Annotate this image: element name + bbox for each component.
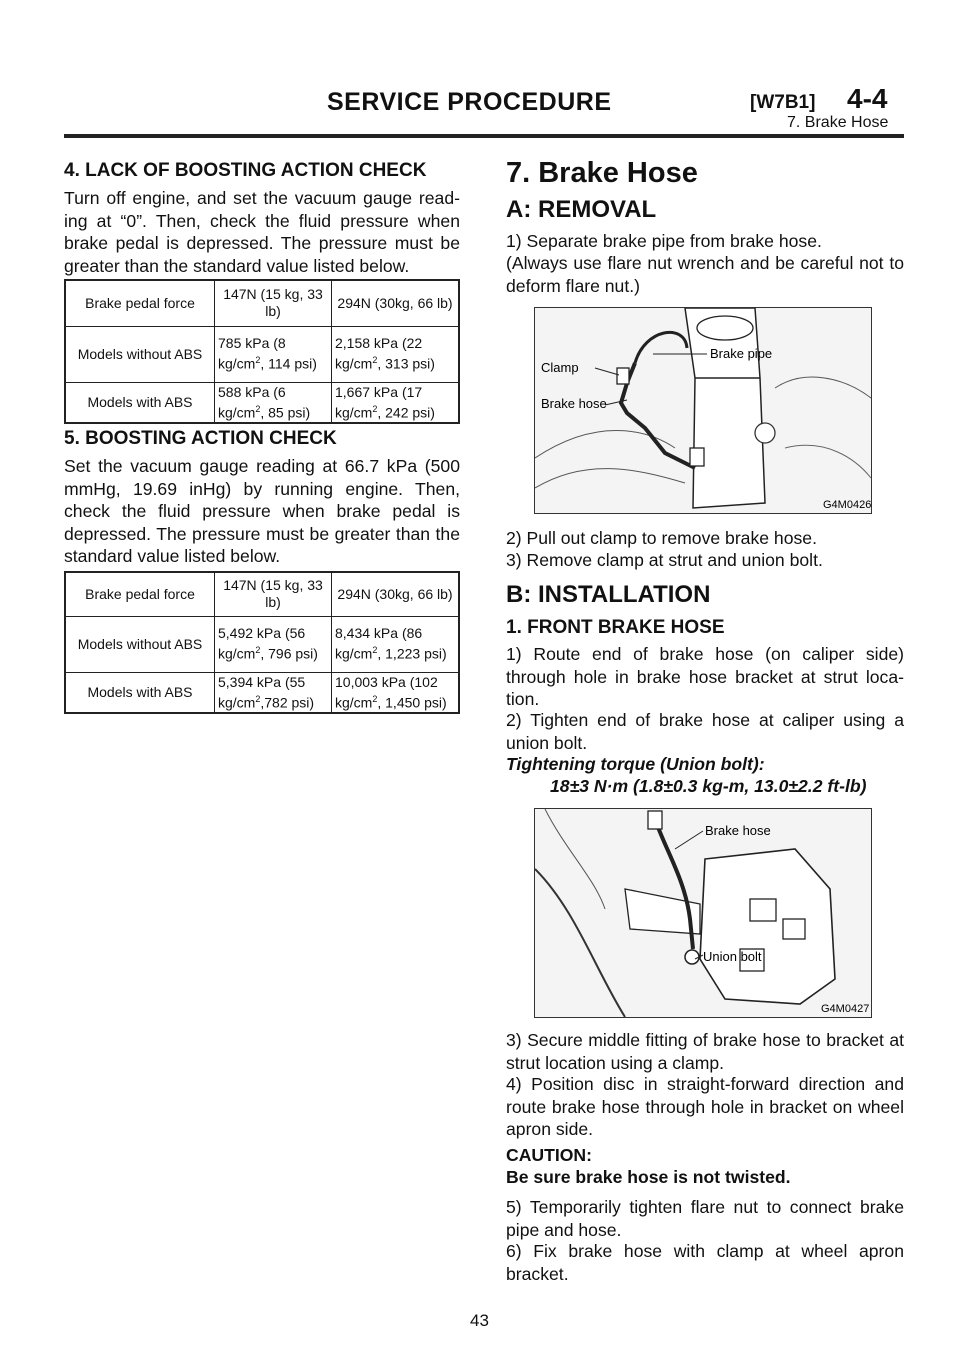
torque-label: Tightening torque (Union bolt): bbox=[506, 754, 765, 774]
table1-row2-col1: 588 kPa (6 $kg/cm^2$, 85 psi) bbox=[215, 382, 332, 423]
removal-step-3: 3) Remove clamp at strut and union bolt. bbox=[506, 550, 823, 570]
fig1-label-brake-hose: Brake hose bbox=[541, 396, 607, 411]
fig2-label-brake-hose: Brake hose bbox=[705, 823, 771, 838]
fig2-label-union-bolt: Union bolt bbox=[703, 949, 762, 964]
section-5-heading: 5. BOOSTING ACTION CHECK bbox=[64, 428, 337, 449]
fig1-label-brake-pipe: Brake pipe bbox=[710, 346, 773, 361]
header-subtitle: 7. Brake Hose bbox=[787, 114, 889, 131]
table2-header-147n: 147N (15 kg, 33 lb) bbox=[215, 572, 332, 616]
install-step-6: 6) Fix brake hose with clamp at wheel apron bracket. bbox=[506, 1241, 904, 1284]
torque-value: 18±3 N·m (1.8±0.3 kg-m, 13.0±2.2 ft-lb) bbox=[550, 776, 867, 796]
table2-row1-col2: 8,434 kPa (86 $kg/cm^2$, 1,223 psi) bbox=[332, 616, 460, 672]
table1-header-147n: 147N (15 kg, 33 lb) bbox=[215, 280, 332, 326]
figure-brake-hose-removal bbox=[534, 307, 872, 514]
caution-text: Be sure brake hose is not twisted. bbox=[506, 1167, 791, 1187]
section-4-heading: 4. LACK OF BOOSTING ACTION CHECK bbox=[64, 160, 427, 181]
fig1-label-clamp: Clamp bbox=[541, 360, 579, 375]
removal-heading: A: REMOVAL bbox=[506, 196, 657, 223]
table2-header-294n: 294N (30kg, 66 lb) bbox=[332, 572, 460, 616]
install-step-4: 4) Position disc in straight-forward direction and route brake hose through hole in bracket on wheel apron side. bbox=[506, 1074, 904, 1139]
figure-union-bolt bbox=[534, 808, 872, 1018]
removal-step-1: 1) Separate brake pipe from brake hose. bbox=[506, 231, 822, 251]
table1-row2-label: Models with ABS bbox=[65, 382, 215, 423]
table2-row2-col2: 10,003 kPa (102 $kg/cm^2$, 1,450 psi) bbox=[332, 672, 460, 713]
table2-header-label: Brake pedal force bbox=[65, 572, 215, 616]
section-4-paragraph: Turn off engine, and set the vacuum gauge read- ing at “0”. Then, check the fluid pressure when brake pedal is depressed. The pressure must be greater than the standard value listed below. bbox=[64, 188, 460, 276]
spec-table-2 bbox=[64, 571, 460, 714]
page-number: 43 bbox=[470, 1311, 489, 1330]
page-header-title: SERVICE PROCEDURE bbox=[327, 88, 612, 116]
caution-label: CAUTION: bbox=[506, 1145, 593, 1165]
fig2-id: G4M0427 bbox=[821, 1003, 870, 1015]
install-step-3: 3) Secure middle fitting of brake hose to bracket at strut location using a clamp. bbox=[506, 1030, 904, 1073]
section-5-paragraph: Set the vacuum gauge reading at 66.7 kPa (500 mmHg, 19.69 inHg) by running engine. Then, check the fluid pressure when brake pedal is depressed. The pressure must be greater than the standard value listed below. bbox=[64, 456, 460, 566]
section-number: 4-4 bbox=[847, 83, 888, 114]
main-heading: 7. Brake Hose bbox=[506, 157, 698, 189]
front-brake-hose-heading: 1. FRONT BRAKE HOSE bbox=[506, 617, 725, 638]
table1-row1-label: Models without ABS bbox=[65, 326, 215, 382]
table2-row2-col1: 5,394 kPa (55 $kg/cm^2,782$ psi) bbox=[215, 672, 332, 713]
removal-step-2: 2) Pull out clamp to remove brake hose. bbox=[506, 528, 817, 548]
table2-row1-col1: 5,492 kPa (56 $kg/cm^2$, 796 psi) bbox=[215, 616, 332, 672]
header-rule bbox=[64, 134, 904, 138]
install-step-1: 1) Route end of brake hose (on caliper side) through hole in brake hose bracket at strut loca- tion. bbox=[506, 644, 904, 709]
install-step-5: 5) Temporarily tighten flare nut to connect brake pipe and hose. bbox=[506, 1197, 904, 1240]
table2-row2-label: Models with ABS bbox=[65, 672, 215, 713]
brake-hose-removal-illustration bbox=[535, 308, 871, 513]
installation-heading: B: INSTALLATION bbox=[506, 581, 711, 608]
spec-table-1 bbox=[64, 279, 460, 424]
table2-row1-label: Models without ABS bbox=[65, 616, 215, 672]
section-code: [W7B1] bbox=[750, 92, 816, 113]
table1-row2-col2: 1,667 kPa (17 $kg/cm^2$, 242 psi) bbox=[332, 382, 460, 423]
table1-row1-col1: 785 kPa (8 $kg/cm^2$, 114 psi) bbox=[215, 326, 332, 382]
table1-header-label: Brake pedal force bbox=[65, 280, 215, 326]
removal-step-1-note: (Always use flare nut wrench and be careful not to deform flare nut.) bbox=[506, 253, 904, 296]
fig1-id: G4M0426 bbox=[823, 499, 871, 511]
union-bolt-illustration bbox=[535, 809, 871, 1017]
table1-row1-col2: 2,158 kPa (22 $kg/cm^2$, 313 psi) bbox=[332, 326, 460, 382]
install-step-2: 2) Tighten end of brake hose at caliper using a union bolt. bbox=[506, 710, 904, 753]
table1-header-294n: 294N (30kg, 66 lb) bbox=[332, 280, 460, 326]
